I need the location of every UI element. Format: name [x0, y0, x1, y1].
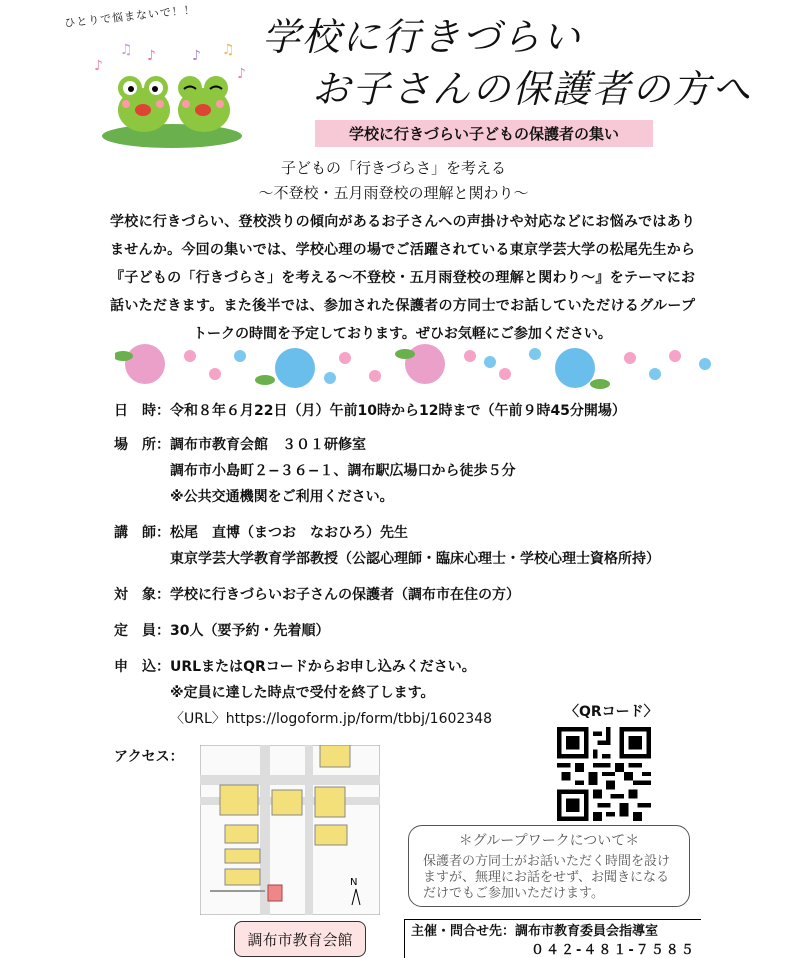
capacity-value: 30人（要予約・先着順）	[170, 623, 330, 639]
contact-organizer: 主催・問合せ先：調布市教育委員会指導室	[411, 924, 659, 939]
map-location-button	[234, 921, 366, 957]
date-label: 日 時：	[114, 403, 170, 419]
page-title-line2: お子さんの保護者の方へ	[312, 67, 753, 111]
event-banner	[315, 120, 653, 147]
svg-text:♪: ♪	[94, 58, 103, 74]
detail-lecturer	[114, 522, 408, 542]
groupwork-title: ＊グループワークについて＊	[458, 833, 640, 849]
intro-paragraph: 学校に行きづらい、登校渋りの傾向があるお子さんへの声掛けや対応などにお悩みではありませんか。今回の集いでは、学校心理の場でご活躍されている東京学芸大学の松尾先生から『子どもの「行きづらさ」を考える～不登校・五月雨登校の理解と関わり～』をテーマにお話いただきます。また後半では、参加された保護者の方同士でお話していただけるグループトークの時間を予定しております。ぜひお気軽にご参加ください。	[110, 214, 695, 342]
svg-text:♫: ♫	[222, 42, 235, 58]
svg-text:♪: ♪	[192, 48, 201, 64]
hydrangea-divider-icon	[115, 336, 715, 396]
event-banner-text: 学校に行きづらい子どもの保護者の集い	[348, 125, 619, 143]
svg-text:♫: ♫	[120, 42, 133, 58]
place-note: ※公共交通機関をご利用ください。	[170, 489, 394, 505]
singing-frogs-illustration	[92, 40, 252, 150]
subtitle-line1: 子どもの「行きづらさ」を考える	[280, 159, 506, 177]
detail-place	[114, 434, 366, 454]
map-location-label: 調布市教育会館	[247, 930, 353, 949]
groupwork-box	[408, 825, 690, 907]
svg-text:♪: ♪	[237, 66, 246, 82]
target-label: 対 象：	[114, 587, 170, 603]
contact-box	[404, 919, 701, 958]
access-map	[200, 745, 380, 915]
subtitle-line2: ～不登校・五月雨登校の理解と関わり～	[258, 184, 529, 202]
contact-phone: ０４２-４８１-７５８５	[531, 943, 696, 958]
lecturer-label: 講 師：	[114, 525, 170, 541]
qr-label: 〈QRコード〉	[565, 704, 658, 720]
detail-date	[114, 400, 626, 420]
lecturer-value: 松尾 直博（まつお なおひろ）先生	[170, 525, 408, 541]
groupwork-body: 保護者の方同士がお話いただく時間を設けますが、無理にお話をせず、お聞きになるだけでもご参加いただけます。	[423, 854, 671, 901]
date-value: 令和８年６月22日（月）午前10時から12時まで（午前９時45分開場）	[170, 403, 626, 419]
frog-right-icon	[178, 76, 230, 132]
detail-capacity	[114, 620, 329, 640]
apply-note: ※定員に達した時点で受付を終了します。	[170, 685, 435, 701]
apply-value: URLまたはQRコードからお申し込みください。	[170, 659, 476, 675]
apply-label: 申 込：	[114, 659, 170, 675]
place-address: 調布市小島町２−３６−１、調布駅広場口から徒歩５分	[170, 463, 516, 479]
place-label: 場 所：	[114, 437, 170, 453]
access-label: アクセス：	[114, 749, 184, 765]
target-value: 学校に行きづらいお子さんの保護者（調布市在住の方）	[170, 587, 520, 603]
detail-apply	[114, 656, 476, 676]
svg-text:♪: ♪	[147, 48, 156, 64]
apply-url-link[interactable]: 〈URL〉https://logoform.jp/form/tbbj/1602348	[170, 711, 493, 727]
place-value: 調布市教育会館 ３０１研修室	[170, 437, 366, 453]
svg-text:N: N	[350, 877, 358, 888]
page-title-line1: 学校に行きづらい	[262, 15, 583, 59]
qr-code-icon[interactable]	[557, 727, 651, 821]
capacity-label: 定 員：	[114, 623, 170, 639]
tagline: ひとりで悩まないで！！	[63, 3, 197, 30]
lecturer-title: 東京学芸大学教育学部教授（公認心理師・臨床心理士・学校心理士資格所持）	[170, 551, 660, 567]
frog-left-icon	[118, 76, 170, 132]
detail-target	[114, 584, 520, 604]
